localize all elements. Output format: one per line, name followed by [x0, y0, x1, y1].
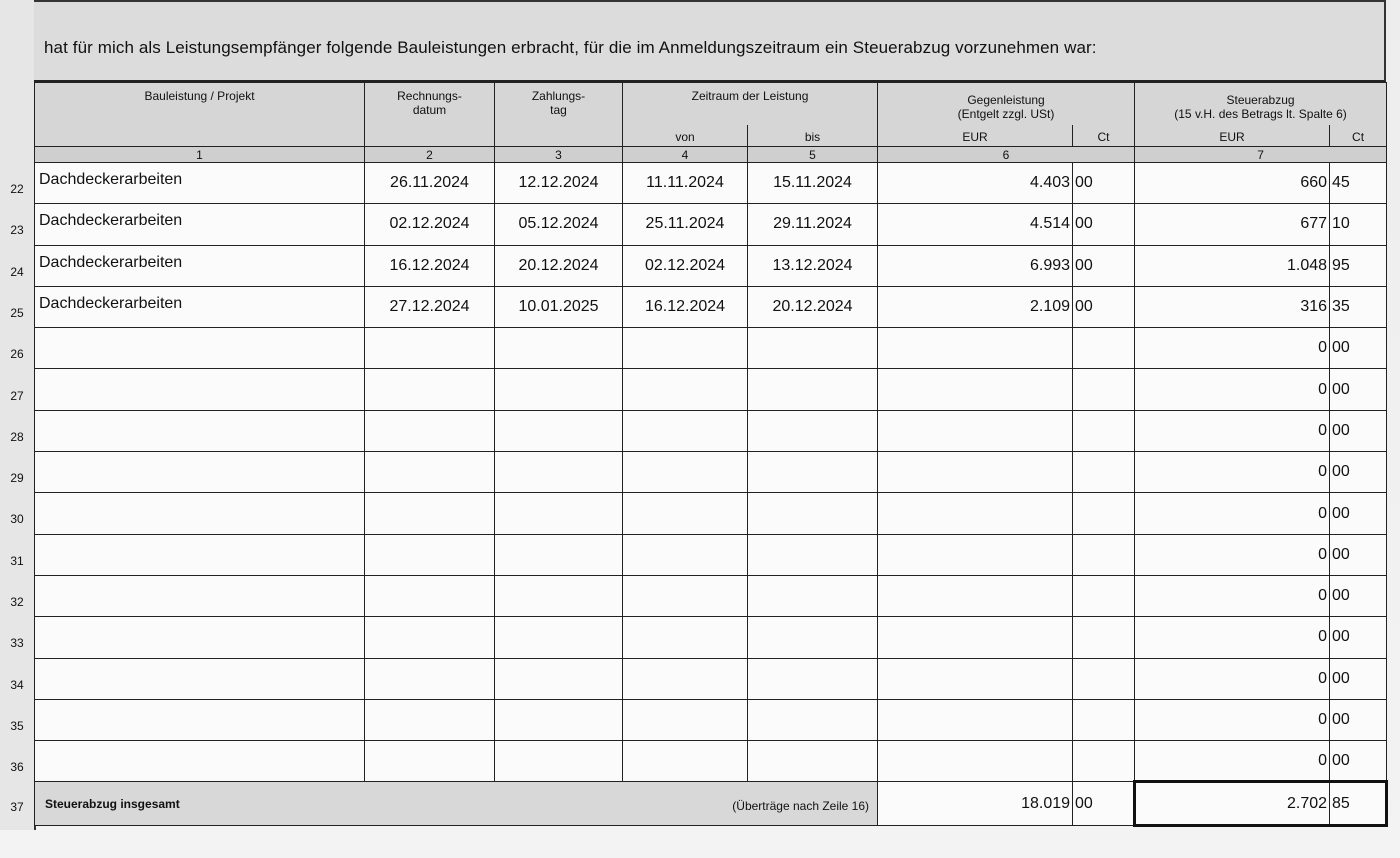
consideration-ct-cell[interactable]: [1073, 699, 1135, 740]
col-number-3: 3: [495, 147, 623, 163]
invoice-date-cell[interactable]: [365, 328, 495, 369]
project-cell[interactable]: Dachdeckerarbeiten: [35, 245, 365, 286]
consideration-eur-cell[interactable]: [878, 328, 1073, 369]
project-cell[interactable]: [35, 328, 365, 369]
consideration-eur-cell[interactable]: [878, 452, 1073, 493]
tax-ct-cell[interactable]: 10: [1330, 204, 1387, 245]
invoice-date-cell[interactable]: [365, 493, 495, 534]
header-period: Zeitraum der Leistung: [623, 83, 878, 125]
tax-ct-cell[interactable]: 00: [1330, 493, 1387, 534]
period-from-cell[interactable]: [623, 575, 748, 616]
consideration-eur-cell[interactable]: 4.403: [878, 163, 1073, 204]
tax-eur-cell[interactable]: 0: [1135, 493, 1330, 534]
line-number: 28: [10, 429, 24, 444]
tax-ct-cell[interactable]: 00: [1330, 410, 1387, 451]
table-row: [35, 452, 1387, 493]
header-project: [35, 83, 365, 147]
col-number-4: 4: [623, 147, 748, 163]
payment-day-cell[interactable]: [495, 410, 623, 451]
consideration-ct-cell[interactable]: [1073, 534, 1135, 575]
consideration-eur-cell[interactable]: [878, 699, 1073, 740]
consideration-ct-cell[interactable]: 00: [1073, 204, 1135, 245]
line-number: 32: [10, 595, 24, 609]
consideration-eur-cell[interactable]: [878, 410, 1073, 451]
line-number: 36: [10, 760, 24, 775]
project-cell[interactable]: [35, 617, 365, 658]
period-from-cell[interactable]: [623, 699, 748, 740]
table-row: [35, 369, 1387, 410]
table-body: [35, 163, 1387, 782]
tax-ct-cell[interactable]: 00: [1330, 369, 1387, 410]
tax-eur-cell[interactable]: 0: [1135, 699, 1330, 740]
project-cell[interactable]: [35, 658, 365, 699]
table-row: [35, 245, 1387, 286]
tax-eur-cell[interactable]: 0: [1135, 534, 1330, 575]
table-row: [35, 204, 1387, 245]
line-number: 29: [10, 471, 24, 486]
tax-eur-cell[interactable]: 0: [1135, 369, 1330, 410]
period-from-cell[interactable]: [623, 493, 748, 534]
consideration-eur-cell[interactable]: 6.993: [878, 245, 1073, 286]
line-number: 30: [10, 512, 24, 527]
tax-ct-cell[interactable]: 00: [1330, 328, 1387, 369]
total-label: Steuerabzug insgesamt: [45, 796, 180, 811]
consideration-ct-cell[interactable]: [1073, 328, 1135, 369]
col-number-6: 6: [878, 147, 1135, 163]
tax-eur-cell[interactable]: 1.048: [1135, 245, 1330, 286]
project-cell[interactable]: [35, 410, 365, 451]
period-from-cell[interactable]: [623, 452, 748, 493]
consideration-eur-cell[interactable]: 4.514: [878, 204, 1073, 245]
payment-day-cell[interactable]: [495, 699, 623, 740]
period-from-cell[interactable]: 16.12.2024: [623, 286, 748, 327]
header-project-label: Bauleistung / Projekt: [144, 89, 255, 103]
period-from-cell[interactable]: [623, 328, 748, 369]
line-number: 35: [10, 718, 24, 733]
table-row: [35, 286, 1387, 327]
invoice-date-cell[interactable]: 26.11.2024: [365, 163, 495, 204]
period-from-cell[interactable]: [623, 534, 748, 575]
col-number-1: 1: [35, 147, 365, 163]
total-consideration-ct[interactable]: 00: [1073, 782, 1135, 826]
period-to-cell[interactable]: [748, 658, 878, 699]
tax-eur-cell[interactable]: 0: [1135, 741, 1330, 782]
header-consideration-eur: EUR: [878, 125, 1073, 147]
invoice-date-cell[interactable]: [365, 617, 495, 658]
payment-day-cell[interactable]: [495, 741, 623, 782]
header-tax-eur: EUR: [1135, 125, 1330, 147]
line-number: 27: [10, 388, 24, 403]
period-to-cell[interactable]: [748, 741, 878, 782]
consideration-eur-cell[interactable]: [878, 741, 1073, 782]
line-number: 25: [10, 305, 24, 320]
period-to-cell[interactable]: 29.11.2024: [748, 204, 878, 245]
tax-ct-cell[interactable]: 00: [1330, 452, 1387, 493]
project-cell[interactable]: [35, 741, 365, 782]
project-cell[interactable]: Dachdeckerarbeiten: [35, 163, 365, 204]
header-tax-deduction: Steuerabzug (15 v.H. des Betrags lt. Spalte 6): [1135, 83, 1387, 125]
period-to-cell[interactable]: [748, 493, 878, 534]
period-to-cell[interactable]: 20.12.2024: [748, 286, 878, 327]
consideration-eur-cell[interactable]: [878, 575, 1073, 616]
consideration-ct-cell[interactable]: 00: [1073, 163, 1135, 204]
consideration-eur-cell[interactable]: [878, 658, 1073, 699]
invoice-date-cell[interactable]: [365, 534, 495, 575]
consideration-ct-cell[interactable]: 00: [1073, 286, 1135, 327]
invoice-date-cell[interactable]: [365, 369, 495, 410]
consideration-ct-cell[interactable]: [1073, 617, 1135, 658]
period-from-cell[interactable]: [623, 369, 748, 410]
header-from: von: [623, 125, 748, 147]
table-row: [35, 617, 1387, 658]
consideration-ct-cell[interactable]: [1073, 575, 1135, 616]
tax-eur-cell[interactable]: 0: [1135, 452, 1330, 493]
tax-ct-cell[interactable]: 00: [1330, 658, 1387, 699]
tax-eur-cell[interactable]: 316: [1135, 286, 1330, 327]
payment-day-cell[interactable]: 20.12.2024: [495, 245, 623, 286]
tax-ct-cell[interactable]: 45: [1330, 163, 1387, 204]
line-number: 24: [10, 264, 24, 279]
payment-day-cell[interactable]: [495, 328, 623, 369]
payment-day-cell[interactable]: [495, 575, 623, 616]
tax-ct-cell[interactable]: 35: [1330, 286, 1387, 327]
invoice-date-cell[interactable]: 27.12.2024: [365, 286, 495, 327]
header-consideration-ct: Ct: [1073, 125, 1135, 147]
tax-ct-cell[interactable]: 00: [1330, 534, 1387, 575]
consideration-ct-cell[interactable]: [1073, 741, 1135, 782]
consideration-ct-cell[interactable]: [1073, 493, 1135, 534]
table-row: [35, 741, 1387, 782]
invoice-date-cell[interactable]: 16.12.2024: [365, 245, 495, 286]
line-number: 33: [10, 636, 24, 651]
consideration-eur-cell[interactable]: [878, 534, 1073, 575]
period-to-cell[interactable]: [748, 410, 878, 451]
invoice-date-cell[interactable]: [365, 452, 495, 493]
header-payment-day: Zahlungs- tag: [495, 83, 623, 147]
tax-eur-cell[interactable]: 677: [1135, 204, 1330, 245]
project-cell[interactable]: [35, 534, 365, 575]
consideration-ct-cell[interactable]: [1073, 452, 1135, 493]
table-row: [35, 493, 1387, 534]
period-from-cell[interactable]: [623, 410, 748, 451]
tax-eur-cell[interactable]: 0: [1135, 575, 1330, 616]
period-to-cell[interactable]: [748, 369, 878, 410]
tax-ct-cell[interactable]: 00: [1330, 741, 1387, 782]
payment-day-cell[interactable]: [495, 493, 623, 534]
project-cell[interactable]: [35, 369, 365, 410]
col-number-5: 5: [748, 147, 878, 163]
line-number: 22: [10, 182, 24, 196]
project-cell[interactable]: [35, 493, 365, 534]
consideration-eur-cell[interactable]: [878, 617, 1073, 658]
table-row: [35, 328, 1387, 369]
intro-box: [34, 0, 1386, 82]
invoice-date-cell[interactable]: [365, 575, 495, 616]
invoice-date-cell[interactable]: [365, 658, 495, 699]
table-row: [35, 410, 1387, 451]
payment-day-cell[interactable]: 05.12.2024: [495, 204, 623, 245]
table-row: [35, 658, 1387, 699]
tax-ct-cell[interactable]: 00: [1330, 699, 1387, 740]
consideration-eur-cell[interactable]: [878, 369, 1073, 410]
line-number: 34: [10, 677, 24, 692]
table-row: [35, 534, 1387, 575]
header-consideration: Gegenleistung (Entgelt zzgl. USt): [878, 83, 1135, 125]
payment-day-cell[interactable]: 12.12.2024: [495, 163, 623, 204]
total-tax-eur[interactable]: 2.702: [1135, 782, 1330, 826]
invoice-date-cell[interactable]: 02.12.2024: [365, 204, 495, 245]
project-cell[interactable]: [35, 699, 365, 740]
table-row: [35, 163, 1387, 204]
payment-day-cell[interactable]: [495, 617, 623, 658]
intro-text: hat für mich als Leistungsempfänger folgende Bauleistungen erbracht, für die im Anmeldungszeitraum ein Steuerabzug vorzunehmen war:: [44, 38, 1097, 57]
line-number: 23: [10, 223, 24, 238]
line-number-strip: [0, 0, 36, 830]
period-from-cell[interactable]: [623, 617, 748, 658]
col-number-2: 2: [365, 147, 495, 163]
total-consideration-eur[interactable]: 18.019: [878, 782, 1073, 826]
invoice-date-cell[interactable]: [365, 410, 495, 451]
consideration-eur-cell[interactable]: 2.109: [878, 286, 1073, 327]
project-cell[interactable]: [35, 575, 365, 616]
payment-day-cell[interactable]: [495, 369, 623, 410]
period-from-cell[interactable]: [623, 658, 748, 699]
consideration-ct-cell[interactable]: [1073, 658, 1135, 699]
period-from-cell[interactable]: 11.11.2024: [623, 163, 748, 204]
total-note: (Überträge nach Zeile 16): [732, 799, 870, 814]
tax-ct-cell[interactable]: 00: [1330, 575, 1387, 616]
tax-eur-cell[interactable]: 0: [1135, 617, 1330, 658]
period-to-cell[interactable]: 13.12.2024: [748, 245, 878, 286]
construction-services-table: [34, 82, 1388, 827]
tax-eur-cell[interactable]: 0: [1135, 328, 1330, 369]
period-to-cell[interactable]: [748, 575, 878, 616]
total-label-cell: [35, 782, 878, 826]
period-to-cell[interactable]: 15.11.2024: [748, 163, 878, 204]
period-from-cell[interactable]: 25.11.2024: [623, 204, 748, 245]
tax-eur-cell[interactable]: 660: [1135, 163, 1330, 204]
project-cell[interactable]: Dachdeckerarbeiten: [35, 286, 365, 327]
table-row: [35, 699, 1387, 740]
period-from-cell[interactable]: 02.12.2024: [623, 245, 748, 286]
period-to-cell[interactable]: [748, 617, 878, 658]
line-number: 26: [10, 347, 24, 362]
tax-ct-cell[interactable]: 95: [1330, 245, 1387, 286]
consideration-ct-cell[interactable]: [1073, 369, 1135, 410]
period-from-cell[interactable]: [623, 741, 748, 782]
period-to-cell[interactable]: [748, 328, 878, 369]
project-cell[interactable]: [35, 452, 365, 493]
header-invoice-date: Rechnungs- datum: [365, 83, 495, 147]
consideration-ct-cell[interactable]: 00: [1073, 245, 1135, 286]
period-to-cell[interactable]: [748, 699, 878, 740]
table-row: [35, 575, 1387, 616]
total-tax-ct[interactable]: 85: [1330, 782, 1387, 826]
invoice-date-cell[interactable]: [365, 699, 495, 740]
tax-eur-cell[interactable]: 0: [1135, 658, 1330, 699]
tax-ct-cell[interactable]: 00: [1330, 617, 1387, 658]
line-number-total: 37: [10, 799, 24, 814]
header-to: bis: [748, 125, 878, 147]
table-header: [35, 83, 1387, 163]
invoice-date-cell[interactable]: [365, 741, 495, 782]
line-number: 31: [10, 553, 24, 568]
project-cell[interactable]: Dachdeckerarbeiten: [35, 204, 365, 245]
payment-day-cell[interactable]: [495, 658, 623, 699]
period-to-cell[interactable]: [748, 534, 878, 575]
payment-day-cell[interactable]: 10.01.2025: [495, 286, 623, 327]
payment-day-cell[interactable]: [495, 452, 623, 493]
consideration-ct-cell[interactable]: [1073, 410, 1135, 451]
header-tax-ct: Ct: [1330, 125, 1387, 147]
col-number-7: 7: [1135, 147, 1387, 163]
tax-eur-cell[interactable]: 0: [1135, 410, 1330, 451]
payment-day-cell[interactable]: [495, 534, 623, 575]
consideration-eur-cell[interactable]: [878, 493, 1073, 534]
table-footer: [35, 782, 1387, 826]
period-to-cell[interactable]: [748, 452, 878, 493]
